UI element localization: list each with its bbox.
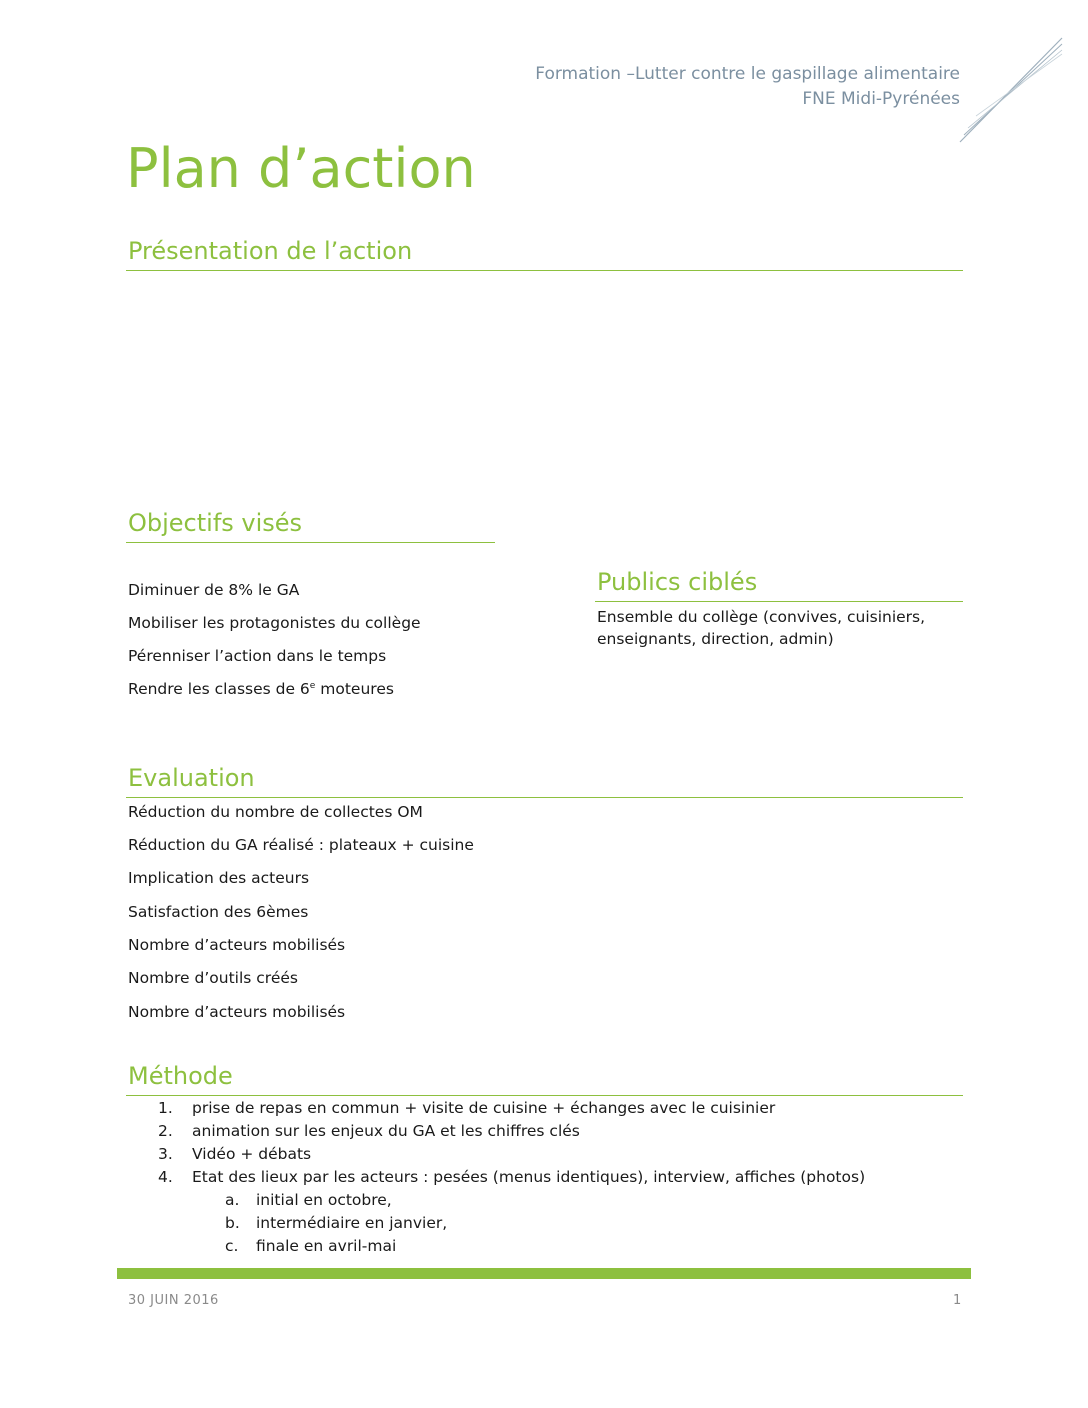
methode-item <box>158 1143 311 1166</box>
header-line-2: FNE Midi-Pyrénées <box>802 89 960 109</box>
objectif-item: Diminuer de 8% le GA <box>128 581 300 599</box>
list-letter: a. <box>225 1191 240 1209</box>
page-title: Plan d’action <box>126 137 476 200</box>
presentation-rule <box>126 270 963 271</box>
objectif-item-superscript: e <box>309 681 316 691</box>
list-letter: b. <box>225 1214 240 1232</box>
list-letter: c. <box>225 1237 239 1255</box>
list-text: animation sur les enjeux du GA et les chiffres clés <box>192 1122 580 1140</box>
list-number: 4. <box>158 1168 173 1186</box>
evaluation-item: Implication des acteurs <box>128 869 310 887</box>
header-line-1: Formation –Lutter contre le gaspillage alimentaire <box>535 64 960 84</box>
list-text: intermédiaire en janvier, <box>256 1214 448 1232</box>
publics-text-line-1: Ensemble du collège (convives, cuisiniers, <box>597 608 926 626</box>
footer-bar <box>117 1268 971 1279</box>
methode-item <box>158 1166 865 1189</box>
objectif-item: Mobiliser les protagonistes du collège <box>128 614 421 632</box>
footer-date: 30 JUIN 2016 <box>128 1293 219 1308</box>
evaluation-item: Nombre d’acteurs mobilisés <box>128 1003 346 1021</box>
methode-subitem <box>225 1189 392 1212</box>
methode-rule <box>126 1095 963 1096</box>
evaluation-rule <box>126 797 963 798</box>
methode-item <box>158 1120 580 1143</box>
objectif-item <box>128 679 394 699</box>
list-text: initial en octobre, <box>256 1191 392 1209</box>
evaluation-item: Réduction du nombre de collectes OM <box>128 803 423 821</box>
evaluation-item: Satisfaction des 6èmes <box>128 903 309 921</box>
page-number: 1 <box>953 1293 962 1308</box>
objectifs-heading: Objectifs visés <box>128 509 303 537</box>
publics-text-line-2: enseignants, direction, admin) <box>597 630 834 648</box>
presentation-heading: Présentation de l’action <box>128 237 413 265</box>
list-number: 3. <box>158 1145 173 1163</box>
methode-item <box>158 1097 775 1120</box>
methode-subitem <box>225 1235 396 1258</box>
objectif-item: Pérenniser l’action dans le temps <box>128 647 387 665</box>
evaluation-item: Réduction du GA réalisé : plateaux + cuisine <box>128 836 474 854</box>
list-text: Etat des lieux par les acteurs : pesées (menus identiques), interview, affiches (photos) <box>192 1168 866 1186</box>
objectif-item-text-end: moteures <box>315 680 394 698</box>
evaluation-item: Nombre d’outils créés <box>128 969 298 987</box>
list-number: 1. <box>158 1099 173 1117</box>
evaluation-heading: Evaluation <box>128 764 255 792</box>
objectif-item-text: Rendre les classes de 6 <box>128 680 310 698</box>
publics-heading: Publics ciblés <box>597 568 758 596</box>
publics-rule <box>595 601 963 602</box>
list-text: prise de repas en commun + visite de cuisine + échanges avec le cuisinier <box>192 1099 776 1117</box>
objectifs-rule <box>126 542 495 543</box>
evaluation-item: Nombre d’acteurs mobilisés <box>128 936 346 954</box>
methode-heading: Méthode <box>128 1062 233 1090</box>
document-header <box>535 62 960 112</box>
list-number: 2. <box>158 1122 173 1140</box>
methode-subitem <box>225 1212 447 1235</box>
list-text: finale en avril-mai <box>256 1237 397 1255</box>
list-text: Vidéo + débats <box>192 1145 312 1163</box>
header-decoration <box>950 30 1065 145</box>
